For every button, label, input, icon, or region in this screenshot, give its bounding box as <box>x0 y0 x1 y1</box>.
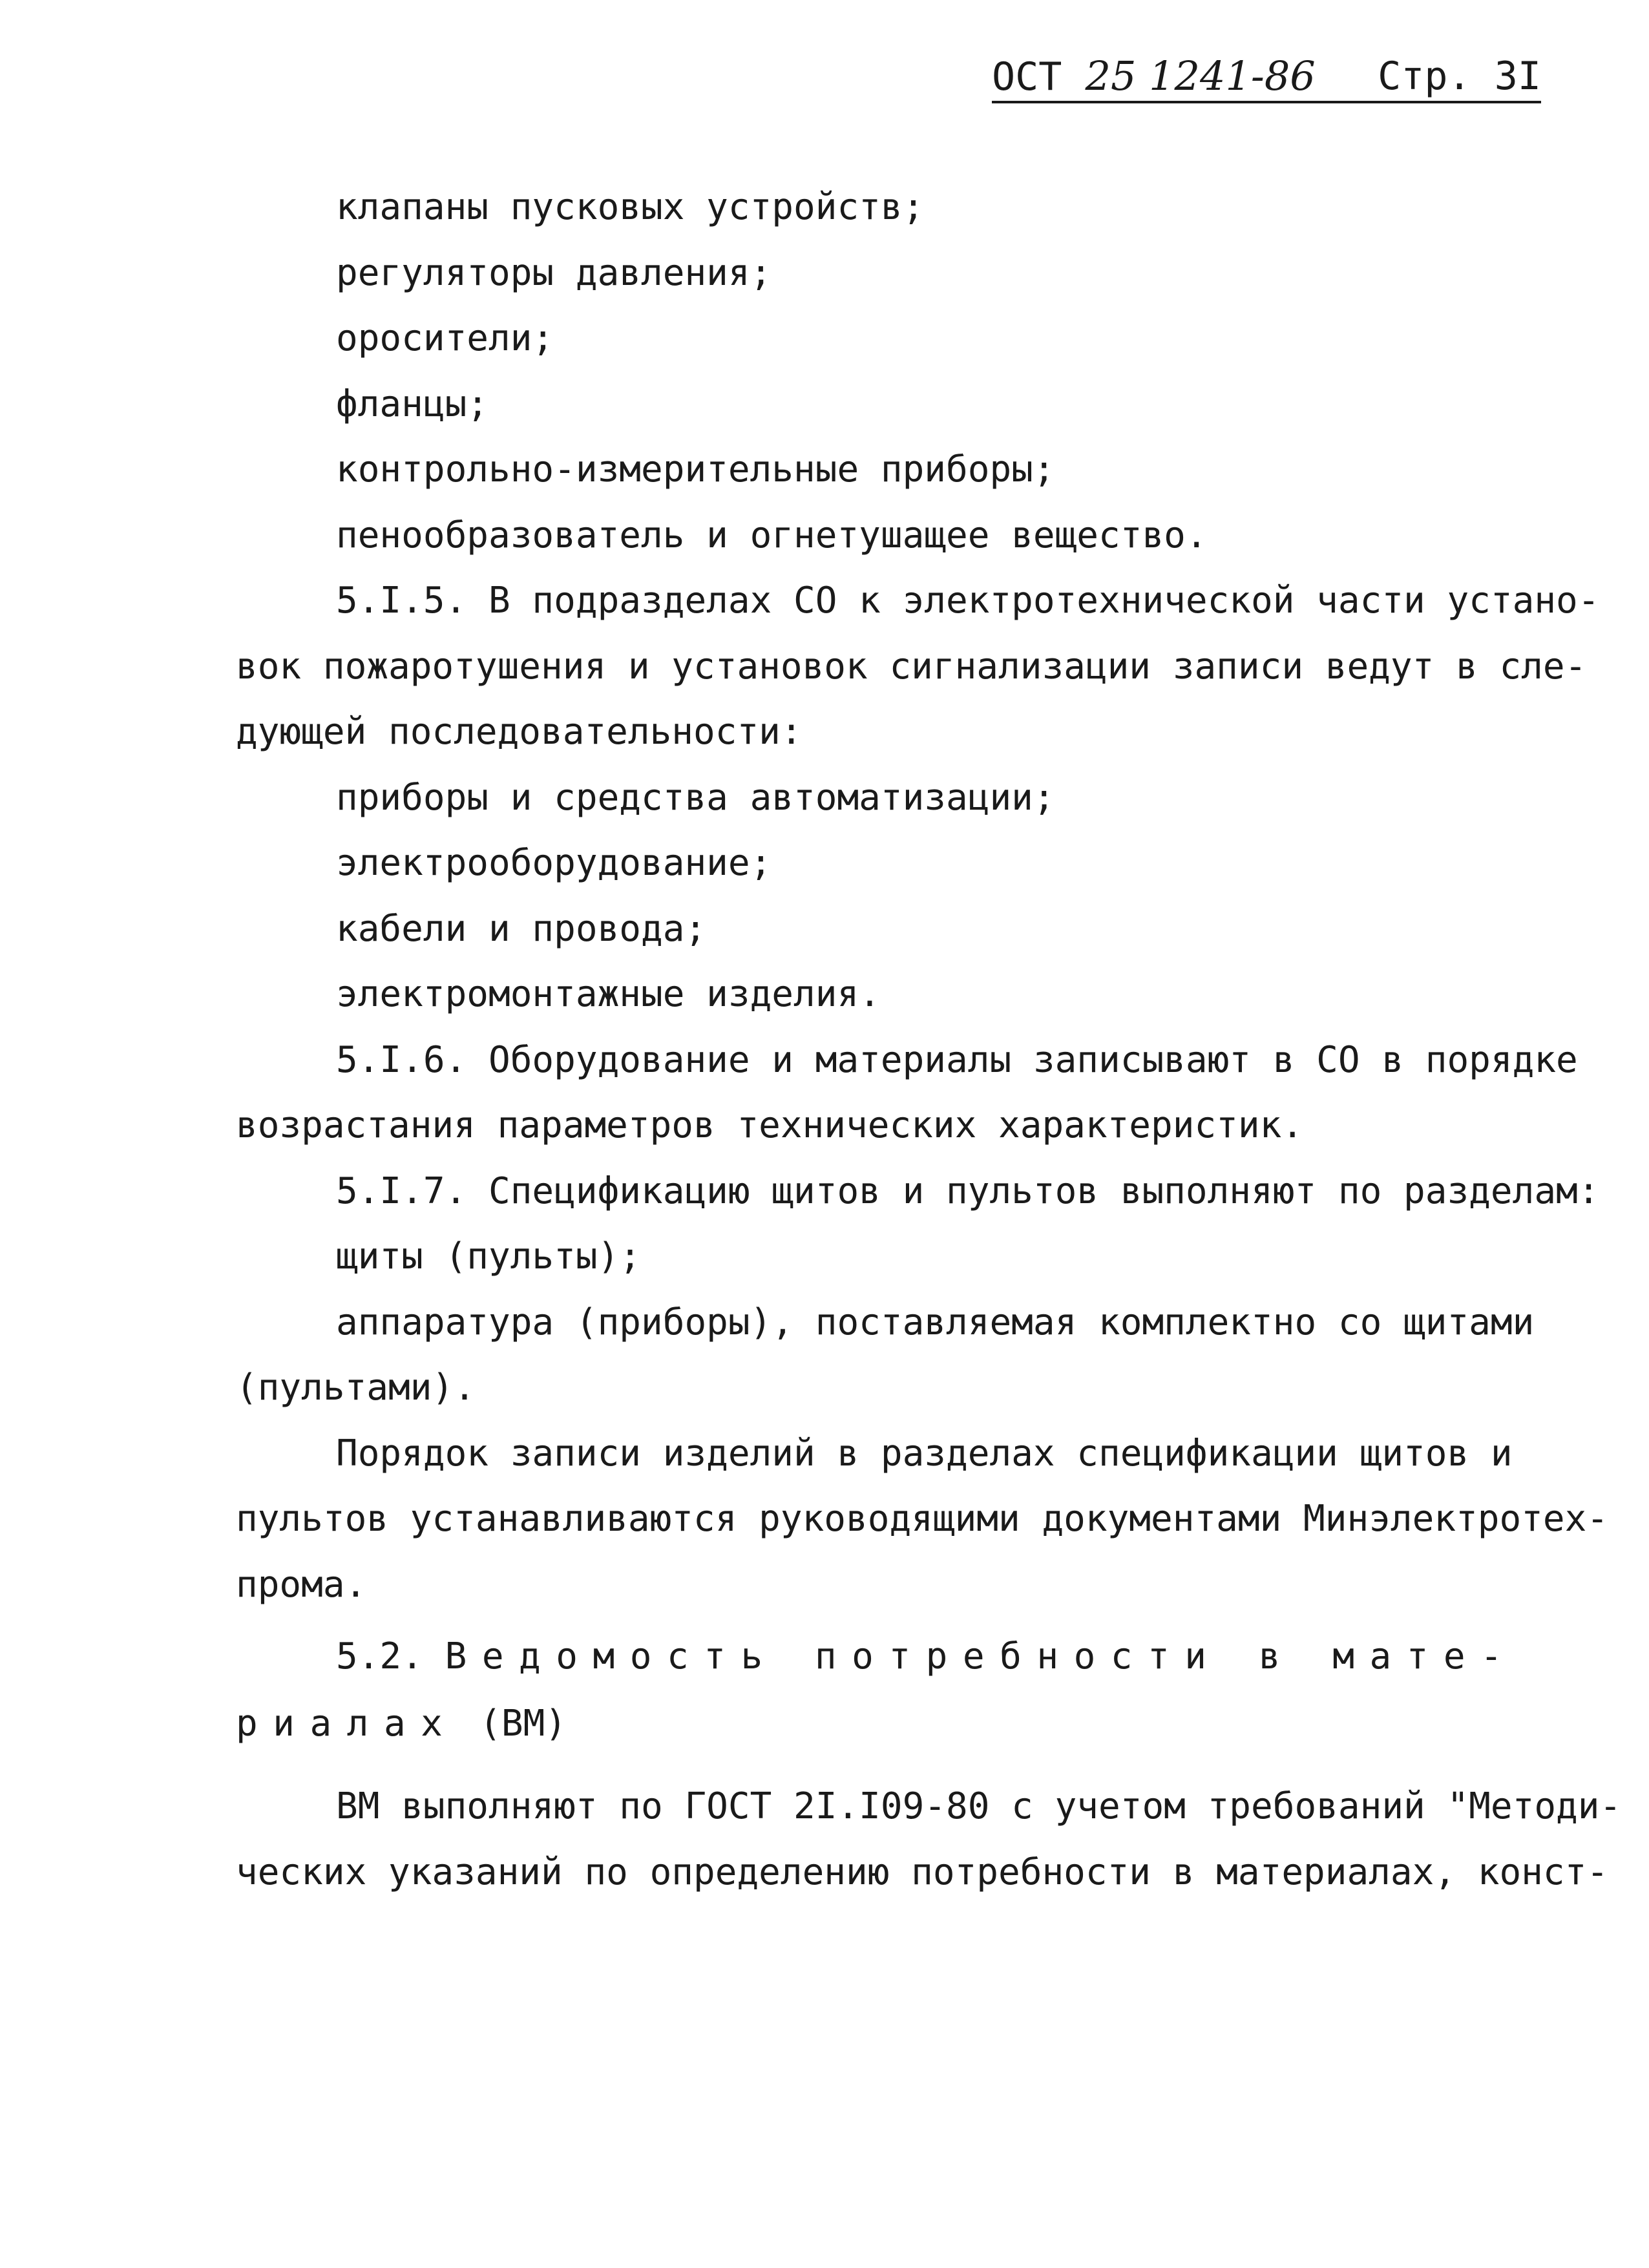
list-item: фланцы; <box>336 383 489 425</box>
section-title-continued: риалах <box>236 1703 458 1745</box>
section-heading-line-1 <box>336 1633 1517 1680</box>
list-item: регуляторы давления; <box>336 252 772 294</box>
doc-number-handwritten: 25 1241-86 <box>1085 52 1316 100</box>
list-item: аппаратура (приборы), поставляемая комплектно со щитами <box>336 1301 1535 1343</box>
list-item: кабели и провода; <box>336 908 707 950</box>
section-heading-line-2 <box>236 1701 567 1747</box>
list-item: клапаны пусковых устройств; <box>336 186 925 228</box>
section-title: Ведомость потребности в мате- <box>445 1635 1518 1677</box>
list-item: (пультами). <box>236 1367 476 1409</box>
paragraph-line: ВМ выполняют по ГОСТ 2I.I09-80 с учетом требований "Методи- <box>336 1785 1622 1827</box>
list-item: электрооборудование; <box>336 842 772 884</box>
paragraph-line: дующей последовательности: <box>236 711 803 753</box>
paragraph-line: ческих указаний по определению потребности в материалах, конст- <box>236 1851 1609 1893</box>
list-item: контрольно-измерительные приборы; <box>336 448 1055 490</box>
document-designation <box>992 50 1316 103</box>
page-header <box>992 50 1541 102</box>
paragraph-line: пультов устанавливаются руководящими документами Минэлектротех- <box>236 1498 1609 1540</box>
doc-prefix: ОСТ <box>992 54 1086 100</box>
paragraph-line: вок пожаротушения и установок сигнализации записи ведут в сле- <box>236 646 1587 688</box>
list-item: пенообразователь и огнетушащее вещество. <box>336 514 1208 556</box>
list-item: электромонтажные изделия. <box>336 973 881 1015</box>
list-item: щиты (пульты); <box>336 1235 642 1277</box>
paragraph-line: возрастания параметров технических характеристик. <box>236 1104 1304 1146</box>
page-number: Стр. 3I <box>1378 54 1541 99</box>
section-number: 5.2. <box>336 1635 423 1677</box>
section-abbreviation: (ВМ) <box>479 1703 567 1745</box>
list-item: приборы и средства автоматизации; <box>336 777 1055 819</box>
header-underline <box>992 101 1541 103</box>
list-item: оросители; <box>336 317 554 359</box>
paragraph-line: Порядок записи изделий в разделах спецификации щитов и <box>336 1433 1513 1475</box>
paragraph-line: 5.I.5. В подразделах СО к электротехнической части устано- <box>336 580 1600 622</box>
paragraph-line: прома. <box>236 1564 367 1606</box>
paragraph-line: 5.I.6. Оборудование и материалы записывают в СО в порядке <box>336 1039 1578 1081</box>
paragraph-line: 5.I.7. Спецификацию щитов и пультов выполняют по разделам: <box>336 1170 1600 1212</box>
